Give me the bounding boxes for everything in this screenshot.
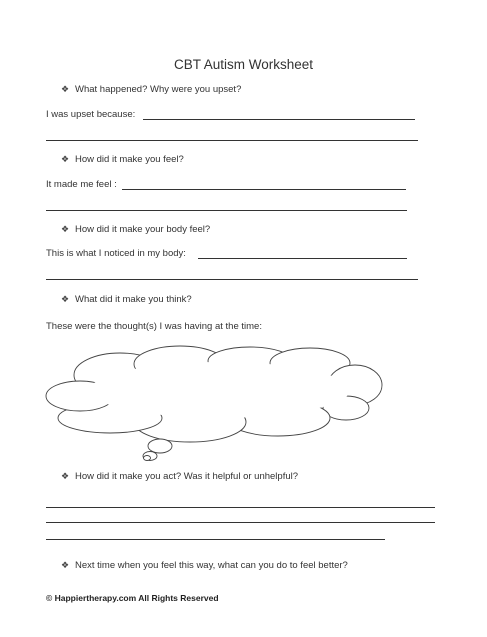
question-text: How did it make your body feel? [75,224,211,235]
answer-line[interactable] [46,539,385,540]
diamond-bullet-icon: ❖ [61,154,70,164]
prompt-thoughts: These were the thought(s) I was having at the time: [46,321,262,332]
diamond-bullet-icon: ❖ [61,84,70,94]
question-next-time [61,560,348,571]
answer-line[interactable] [46,507,435,508]
diamond-bullet-icon: ❖ [61,294,70,304]
diamond-bullet-icon: ❖ [61,560,70,570]
question-text: What did it make you think? [75,294,192,305]
page-title: CBT Autism Worksheet [173,57,314,72]
prompt-noticed-body: This is what I noticed in my body: [46,248,186,259]
question-text: How did it make you act? Was it helpful or unhelpful? [75,471,299,482]
question-text: Next time when you feel this way, what can you do to feel better? [75,560,348,571]
diamond-bullet-icon: ❖ [61,471,70,481]
question-text: How did it make you feel? [75,154,184,165]
question-text: What happened? Why were you upset? [75,84,242,95]
prompt-made-me-feel: It made me feel : [46,179,117,190]
answer-line[interactable] [46,522,435,523]
question-act [61,471,298,482]
diamond-bullet-icon: ❖ [61,224,70,234]
prompt-upset-because: I was upset because: [46,109,136,120]
copyright-footer: © Happiertherapy.com All Rights Reserved [46,593,219,603]
